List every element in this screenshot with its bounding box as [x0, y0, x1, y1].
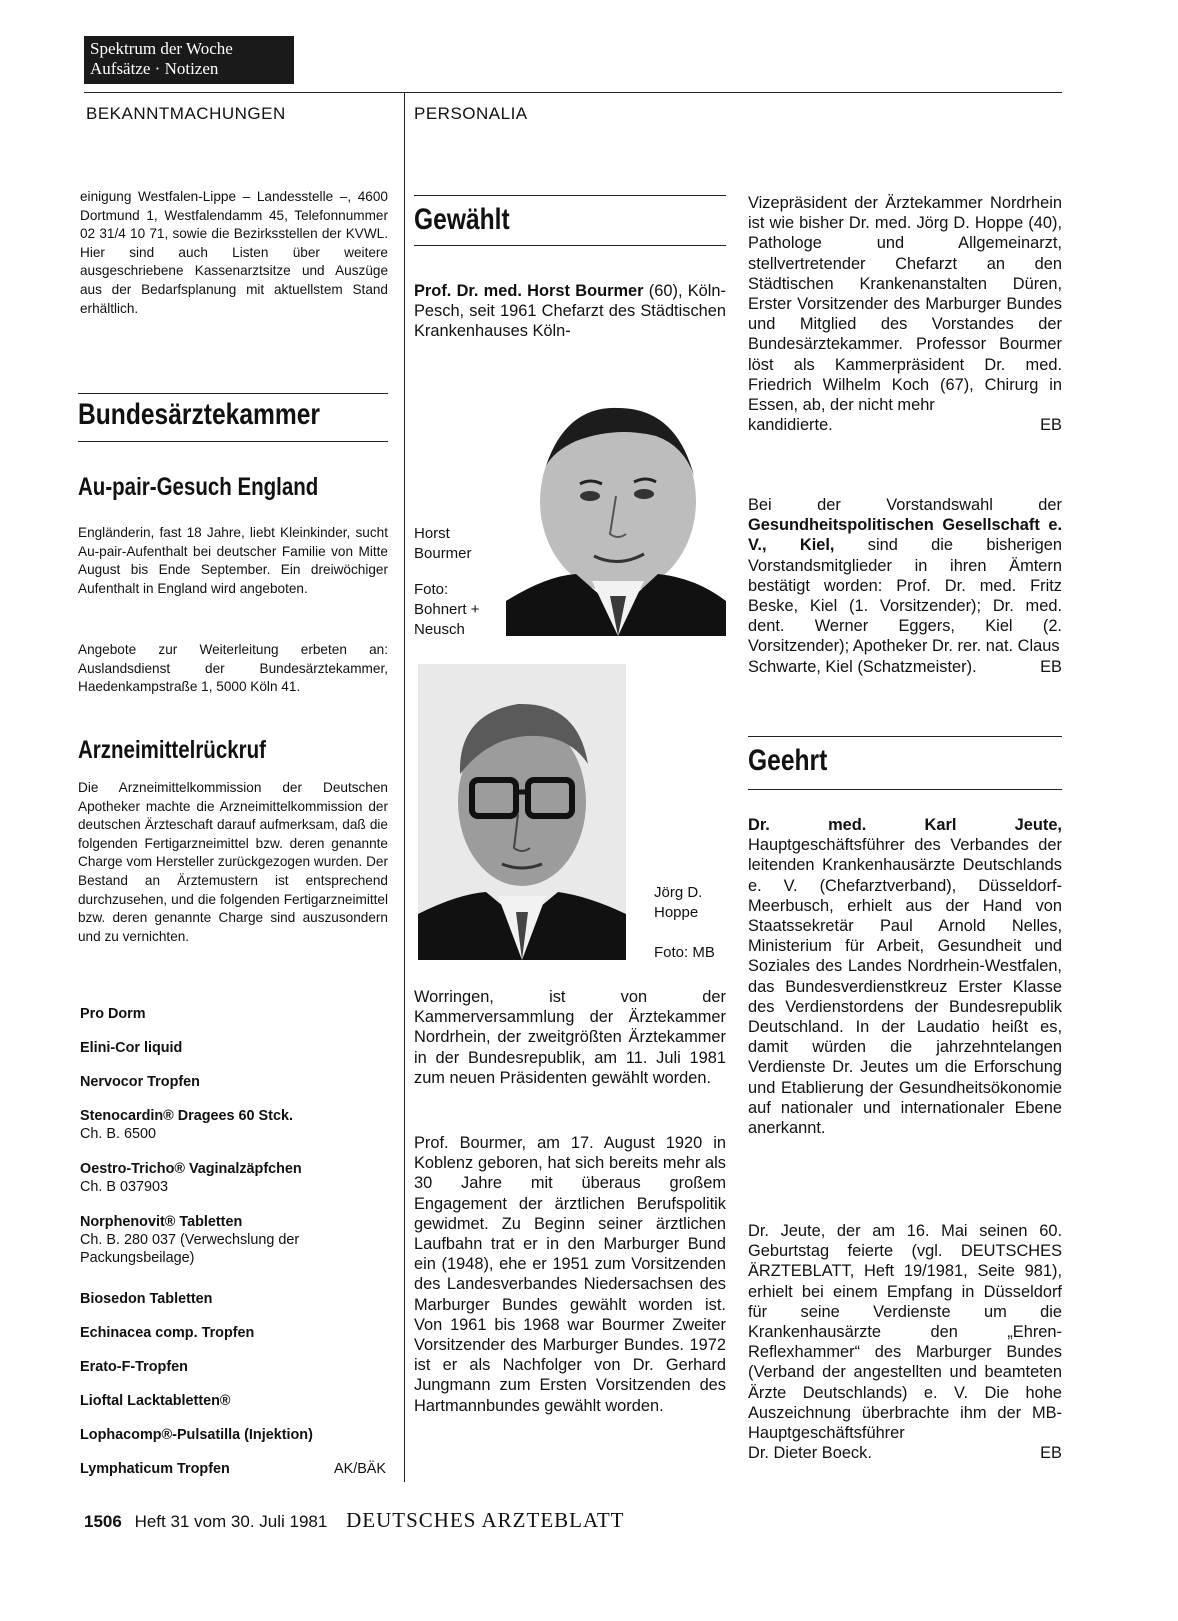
recall-signature: AK/BÄK	[334, 1461, 386, 1477]
drug-item: Nervocor Tropfen	[80, 1074, 200, 1090]
gewaehlt-top-rule	[414, 195, 726, 196]
portrait-illustration	[506, 396, 726, 636]
drug-item: Lymphaticum Tropfen AK/BÄK	[80, 1460, 386, 1482]
geehrt-top-rule	[748, 736, 1062, 737]
aupair-paragraph-2: Angebote zur Weiterleitung erbeten an: Auslandsdienst der Bundesärztekammer, Haedenkampstraße 1, 5000 Köln 41.	[78, 642, 388, 695]
drug-item: Oestro-Tricho® Vaginalzäpfchen Ch. B 037903	[80, 1161, 302, 1195]
signature-eb: EB	[1040, 416, 1062, 435]
drug-item: Pro Dorm	[80, 1006, 146, 1022]
drug-item: Echinacea comp. Tropfen	[80, 1325, 255, 1341]
drug-list	[80, 1005, 390, 1482]
section-label-bekanntmachungen: BEKANNTMACHUNGEN	[86, 104, 286, 123]
aupair-paragraph-1: Engländerin, fast 18 Jahre, liebt Kleinkinder, sucht Au-pair-Aufenthalt bei deutscher Familie von Mitte August bis Ende September. Ein dreiwöchiger Aufenthalt in England wird angeboten.	[78, 525, 388, 596]
issue-info: Heft 31 vom 30. Juli 1981	[134, 1512, 328, 1531]
bak-bottom-rule	[78, 441, 388, 442]
magazine-name: DEUTSCHES ARZTEBLATT	[346, 1508, 625, 1532]
page-number: 1506	[84, 1512, 122, 1531]
photo2-caption-name: Jörg D. Hoppe	[654, 884, 703, 921]
photo1-caption-credit: Foto: Bohnert + Neusch	[414, 581, 480, 638]
column-divider	[404, 92, 405, 1482]
right-paragraph-2: Bei der Vorstandswahl der Gesundheitspolitischen Gesellschaft e. V., Kiel, sind die bisherigen Vorstandsmitglieder in ihren Ämtern bestätigt worden: Prof. Dr. med. Fritz Beske, Kiel (1. Vorsitzender); Dr. med. dent. Werner Eggers, Kiel (2. Vorsitzender); Apotheker Dr. rer. nat. Claus Schwarte, Kiel (Schatzmeister). EB	[748, 496, 1062, 676]
aupair-heading: Au-pair-Gesuch England	[78, 473, 319, 501]
portrait-illustration	[418, 664, 626, 960]
drug-item: Biosedon Tabletten	[80, 1291, 213, 1307]
geehrt-bottom-rule	[748, 789, 1062, 790]
signature-eb: EB	[1040, 657, 1062, 676]
section-header-box	[84, 36, 294, 84]
lead-name: Prof. Dr. med. Horst Bourmer	[414, 282, 644, 300]
drug-item: Norphenovit® Tabletten Ch. B. 280 037 (Verwechslung der Packungsbeilage)	[80, 1214, 300, 1266]
photo2-caption-credit: Foto: MB	[654, 944, 715, 961]
middle-paragraph-bio: Prof. Bourmer, am 17. August 1920 in Koblenz geboren, hat sich bereits mehr als 30 Jahre mit überaus großem Engagement der ärztlichen Berufspolitik gewidmet. Zu Beginn seiner ärztlichen Laufbahn trat er in den Marburger Bund ein (1948), ehe er 1951 zum Vorsitzenden des Landesverbandes Niedersachsen des Marburger Bundes gewählt worden ist. Von 1961 bis 1968 war Bourmer Zweiter Vorsitzender des Marburger Bundes. 1972 ist er als Nachfolger von Dr. Gerhard Jungmann zum Ersten Vorsitzenden des Hartmannbundes gewählt worden.	[414, 1134, 726, 1415]
signature-eb: EB	[1040, 1444, 1062, 1463]
header-line-2: Aufsätze · Notizen	[90, 59, 219, 78]
right-paragraph-4: Dr. Jeute, der am 16. Mai seinen 60. Geburtstag feierte (vgl. DEUTSCHES ÄRZTEBLATT, Heft 19/1981, Seite 981), erhielt bei einem Empfang in Düsseldorf für seine Verdienste um die Krankenhausärzte den „Ehren-Reflexhammer“ des Marburger Bundes (Verband der angestellten und beamteten Ärzte Deutschlands) e. V. Die hohe Auszeichnung überbrachte ihm der MB-Hauptgeschäftsführer Dr. Dieter Boeck. EB	[748, 1222, 1062, 1463]
drug-item: Erato-F-Tropfen	[80, 1359, 188, 1375]
drug-item: Elini-Cor liquid	[80, 1040, 183, 1056]
drug-item: Lioftal Lacktabletten®	[80, 1393, 231, 1409]
drug-item: Lophacomp®-Pulsatilla (Injektion)	[80, 1427, 313, 1443]
bak-top-rule	[78, 393, 388, 394]
right-paragraph-1: Vizepräsident der Ärztekammer Nordrhein ist wie bisher Dr. med. Jörg D. Hoppe (40), Pathologe und Allgemeinarzt, stellvertretender Chefarzt an den Städtischen Krankenanstalten Düren, Erster Vorsitzender des Marburger Bundes und Mitglied des Vorstandes der Bundesärztekammer. Professor Bourmer löst als Kammerpräsident Dr. med. Friedrich Wilhelm Koch (67), Chirurg in Essen, ab, der nicht mehr kandidierte. EB	[748, 194, 1062, 435]
gewaehlt-bottom-rule	[414, 245, 726, 246]
page-footer	[84, 1508, 625, 1533]
lead-paragraph: Prof. Dr. med. Horst Bourmer (60), Köln-Pesch, seit 1961 Chefarzt des Städtischen Krankenhauses Köln-	[414, 282, 726, 341]
drug-item: Stenocardin® Dragees 60 Stck. Ch. B. 6500	[80, 1108, 293, 1142]
photo1-caption-name: Horst Bourmer	[414, 525, 472, 562]
top-rule	[84, 92, 1062, 93]
middle-paragraph-after: Worringen, ist von der Kammerversammlung der Ärztekammer Nordrhein, der zweitgrößten Ärztekammer in der Bundesrepublik, am 11. Juli 1981 zum neuen Präsidenten gewählt worden.	[414, 988, 726, 1087]
right-paragraph-3: Dr. med. Karl Jeute, Hauptgeschäftsführer des Verbandes der leitenden Krankenhausärzte Deutschlands e. V. (Chefarztverband), Düsseldorf-Meerbusch, erhielt aus der Hand von Staatssekretär Paul Arnold Nelles, Ministerium für Arbeit, Gesundheit und Soziales des Landes Nordrhein-Westfalen, das Bundesverdienstkreuz Erster Klasse des Verdienstordens der Bundesrepublik Deutschland. In der Laudatio heißt es, damit würden die jahrzehntelangen Verdienste Dr. Jeutes um die Erforschung und Etablierung der Gesundheitsökonomie auf nationaler und internationaler Ebene anerkannt.	[748, 816, 1062, 1138]
gewaehlt-heading: Gewählt	[414, 203, 510, 236]
section-label-personalia: PERSONALIA	[414, 104, 528, 123]
header-line-1: Spektrum der Woche	[90, 39, 233, 58]
photo-horst-bourmer	[506, 396, 726, 636]
bak-heading: Bundesärztekammer	[78, 398, 321, 431]
photo-joerg-hoppe	[418, 664, 626, 960]
geehrt-heading: Geehrt	[748, 744, 828, 777]
recall-paragraph: Die Arzneimittelkommission der Deutschen Apotheker machte die Arzneimittelkommission der deutschen Ärzteschaft darauf aufmerksam, daß die folgenden Fertigarzneimittel bzw. deren genannte Charge vom Hersteller zurückgezogen wurden. Der Bestand an Ärztemustern ist entsprechend durchzusehen, und die folgenden Fertigarzneimittel bzw. deren genannte Charge sind auszusondern und zu vernichten.	[78, 780, 388, 944]
recall-heading: Arzneimittelrückruf	[78, 736, 266, 764]
left-intro-paragraph: einigung Westfalen-Lippe – Landesstelle –, 4600 Dortmund 1, Westfalendamm 45, Telefonnummer 02 31/4 10 71, sowie die Bezirksstellen der KVWL. Hier sind auch Listen über weitere ausgeschriebene Kassenarztsitze und Auszüge aus der Bedarfsplanung mit aktuellstem Stand erhältlich.	[80, 189, 388, 316]
